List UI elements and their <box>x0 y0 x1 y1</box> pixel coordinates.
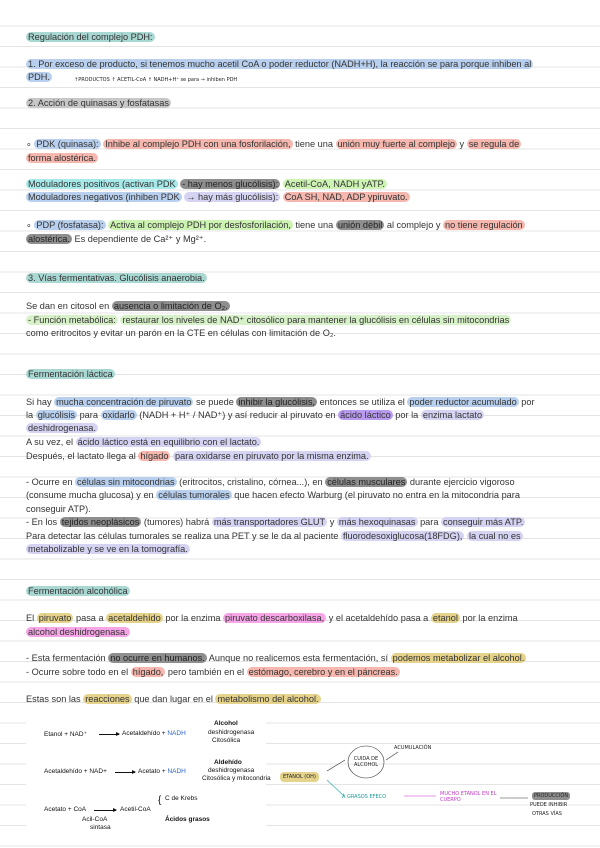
paragraph-line: Se dan en citosol en ausencia o limitación de O₂. <box>26 301 228 311</box>
paragraph-line: alcohol deshidrogenasa. <box>28 627 128 637</box>
enzyme-3-name: Acil-CoA <box>82 816 108 823</box>
paragraph-line: deshidrogenasa. <box>28 423 96 433</box>
paragraph-line: - Ocurre en células sin mitocondrias (eritrocitos, cristalino, córnea...), en células musculares durante ejercicio vigoroso <box>26 477 515 487</box>
handwritten-grasos: Á GRASOS EFECO <box>342 794 387 800</box>
reaction-2-substrate: Acetaldehído + NAD+ <box>44 768 107 775</box>
paragraph-line: El piruvato pasa a acetaldehído por la enzima piruvato descarboxilasa, y el acetaldehído pasa a etanol por la enzima <box>26 613 518 623</box>
section-title-regulacion: Regulación del complejo PDH: <box>28 32 153 42</box>
paragraph-line: Si hay mucha concentración de piruvato se puede inhibir la glucólisis, entonces se utiliza el poder reductor acumulado por <box>26 397 535 407</box>
handwritten-puede: PUEDE INHIBIR <box>530 802 568 808</box>
reaction-1-product: Acetaldehído + NADH <box>122 730 186 737</box>
handwritten-etanol: ETANOL (OH) <box>280 772 319 782</box>
enzyme-3-name2: sintasa <box>90 824 111 831</box>
paragraph-line: - Esta fermentación no ocurre en humanos. Aunque no realicemos esta fermentación, sí podemos metabolizar el alcohol. <box>26 653 525 663</box>
reaction-3-substrate: Acetato + CoA <box>44 806 87 813</box>
paragraph-line: Moduladores positivos (activan PDK - hay menos glucólisis): Acetil-CoA, NADH yATP. <box>28 179 385 189</box>
fatty-acids-label: Ácidos grasos <box>165 816 210 823</box>
paragraph-line: Después, el lactato llega al hígado para oxidarse en piruvato por la misma enzima. <box>26 451 369 461</box>
paragraph-line: Para detectar las células tumorales se realiza una PET y se le da al paciente fluorodesoxiglucosa(18FDG), la cual no es <box>26 531 521 541</box>
enzyme-2-location: Citosólica y mitocondria <box>202 775 271 782</box>
paragraph-line: A su vez, el ácido láctico está en equilibrio con el lactato. <box>26 437 260 447</box>
paragraph-line: metabolizable y se ve en la tomografía. <box>28 544 188 554</box>
enzyme-1-name2: deshidrogenasa <box>208 729 255 736</box>
paragraph-line: conseguir ATP). <box>26 504 91 514</box>
handwritten-otras-vias: OTRAS VÍAS <box>532 811 562 817</box>
handwritten-mucho-etanol: MUCHO ETANOL EN EL CUERPO <box>440 791 497 803</box>
branch-brace: { <box>158 795 162 806</box>
paragraph-line: ∘ PDP (fosfatasa): Activa al complejo PDH por desfosforilación, tiene una unión débil al complejo y no tiene regulación <box>26 220 523 230</box>
paragraph-line: - Ocurre sobre todo en el hígado, pero también en el estómago, cerebro y en el páncreas. <box>26 667 398 677</box>
handwritten-acumula: ACUMULACIÓN <box>394 745 432 751</box>
paragraph-line: - Función metabólica: restaurar los niveles de NAD⁺ citosólico para mantener la glucólisis en células sin mitocondrias <box>28 315 510 325</box>
krebs-label: C de Krebs <box>165 795 198 802</box>
paragraph-line: - En los tejidos neoplásicos (tumores) habrá más transportadores GLUT y más hexoquinasas para conseguir más ATP. <box>26 517 524 527</box>
paragraph-line: ∘ PDK (quinasa): Inhibe al complejo PDH con una fosforilación, tiene una unión muy fuerte al complejo y se regula de <box>26 139 520 149</box>
paragraph-line: la glucólisis para oxidarlo (NADH + H⁺ / NAD⁺) y así reducir al piruvato en ácido láctico por la enzima lactato <box>26 410 483 420</box>
paragraph-line: Moduladores negativos (inhiben PDK → hay más glucólisis): CoA SH, NAD, ADP ypiruvato. <box>28 192 408 202</box>
enzyme-1-location: Citosólica <box>212 737 241 744</box>
paragraph-line: alostérica. Es dependiente de Ca²⁺ y Mg²⁺. <box>28 234 207 244</box>
paragraph-line: Estas son las reacciones que dan lugar en el metabolismo del alcohol. <box>26 694 319 704</box>
reaction-2-product: Acetato + NADH <box>138 768 186 775</box>
section-title-alcoholica: Fermentación alcohólica <box>28 586 128 596</box>
handwritten-circle-text: CUIDA DE ALCOHOL <box>353 756 379 768</box>
enzyme-1-name: Alcohol <box>214 720 238 727</box>
enzyme-2-name: Aldehído <box>214 759 242 766</box>
paragraph-line: (consume mucha glucosa) y en células tumorales que hacen efecto Warburg (el piruvato no entra en la mitocondria para <box>26 490 520 500</box>
section-title-vias: 3. Vías fermentativas. Glucólisis anaerobia. <box>28 273 205 283</box>
paragraph-line: como eritrocitos y evitar un parón en la CTE en células con limitación de O₂. <box>26 328 336 338</box>
enzyme-2-name2: deshidrogenasa <box>208 767 255 774</box>
section-title-lactica: Fermentación láctica <box>28 369 113 379</box>
handwritten-produccion: PRODUCCIÓN <box>534 793 569 799</box>
paragraph-line: forma alostérica. <box>28 153 96 163</box>
paragraph-line: PDH. <box>28 72 50 82</box>
reaction-3-product: Acetil-CoA <box>120 806 151 813</box>
reaction-1-substrate: Etanol + NAD⁺ <box>44 731 87 738</box>
subsection-quinasas: 2. Acción de quinasas y fosfatasas <box>28 98 169 108</box>
paragraph-line: 1. Por exceso de producto, si tenemos mucho acetil CoA o poder reductor (NADH+H), la reacción se para porque inhiben al <box>28 59 532 69</box>
handwritten-note: ↑PRODUCTOS ↑ ACETIL-CoA ↑ NADH+H⁺ se para → inhiben PDH <box>74 77 238 83</box>
